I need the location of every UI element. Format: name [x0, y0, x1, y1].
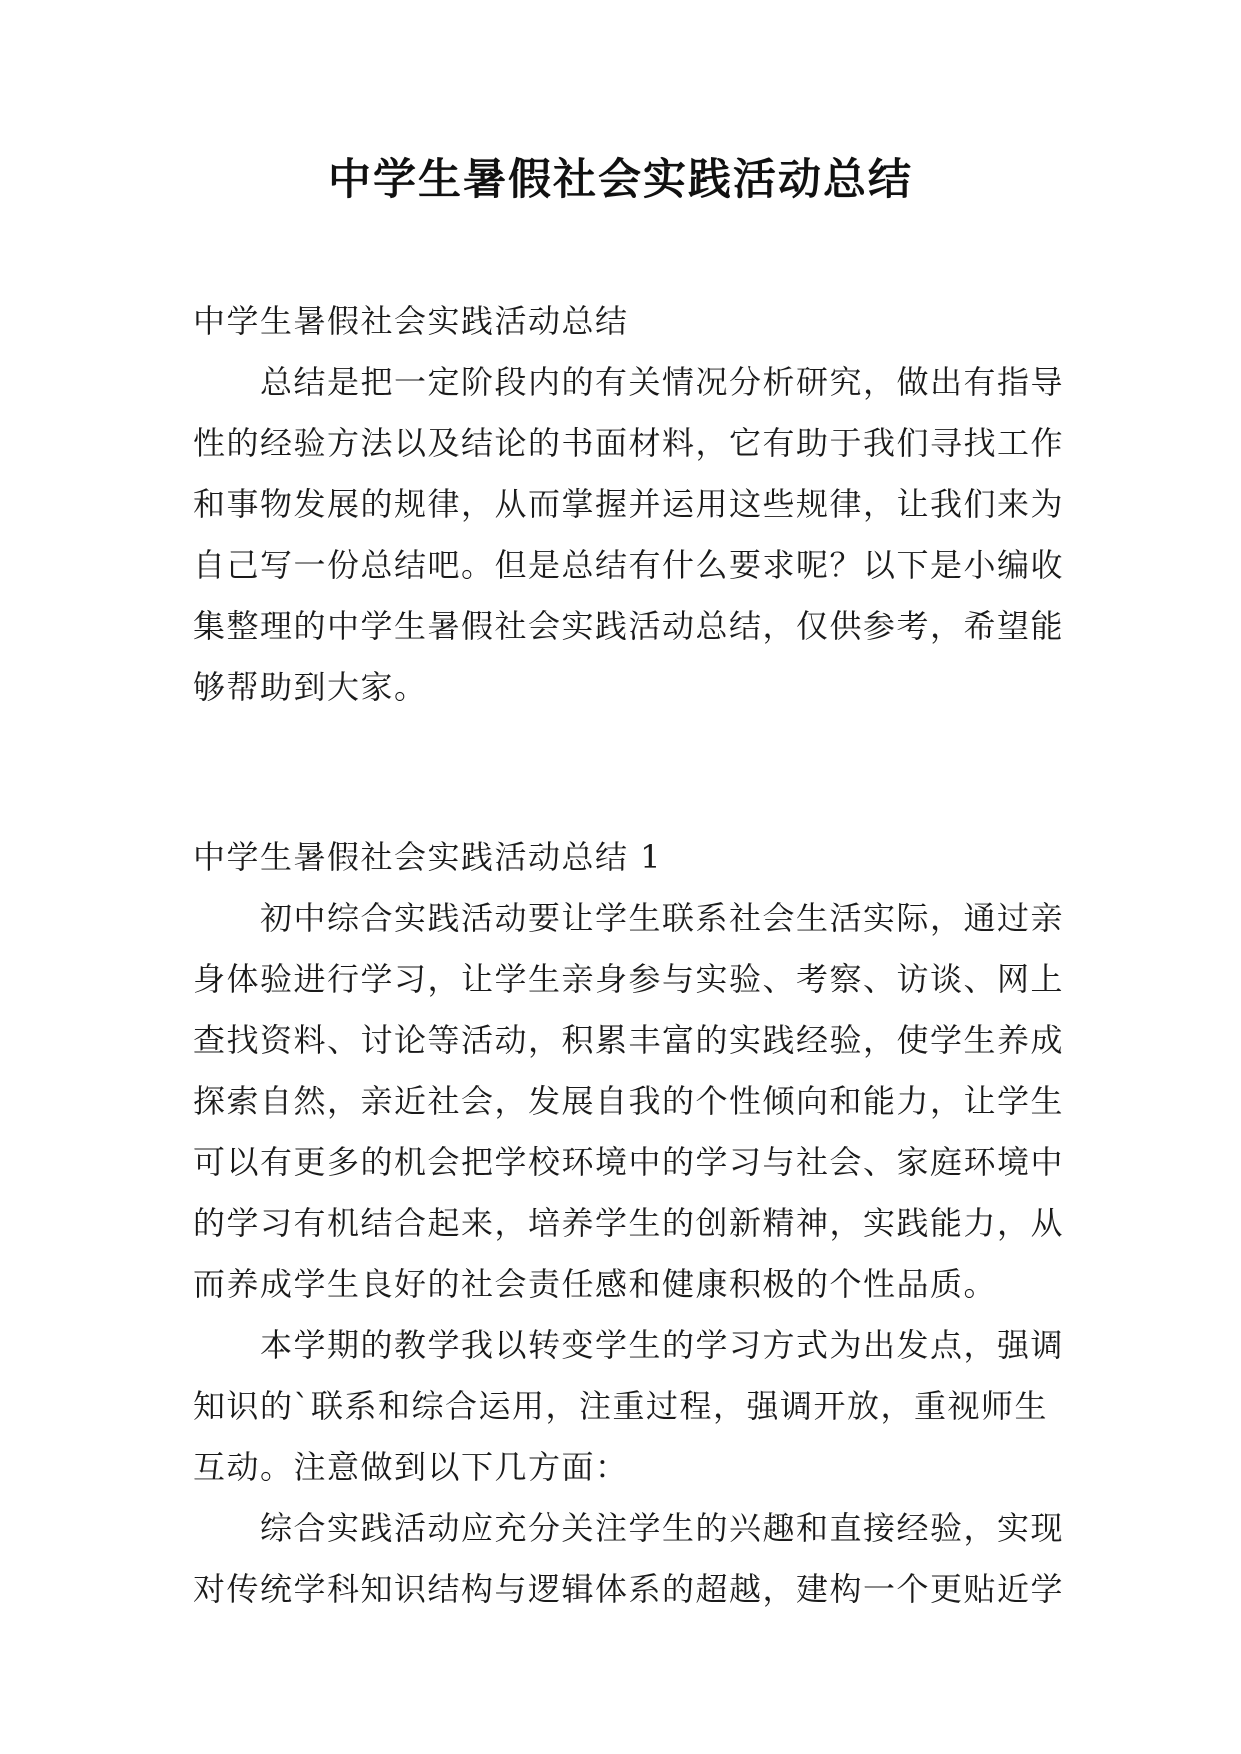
section-heading: 中学生暑假社会实践活动总结 1: [193, 838, 663, 876]
paragraph-line: 性的经验方法以及结论的书面材料，它有助于我们寻找工作: [193, 424, 1065, 462]
paragraph-line: 可以有更多的机会把学校环境中的学习与社会、家庭环境中: [193, 1143, 1065, 1181]
paragraph-line: 而养成学生良好的社会责任感和健康积极的个性品质。: [193, 1265, 998, 1303]
paragraph-line: 初中综合实践活动要让学生联系社会生活实际，通过亲: [193, 899, 1065, 937]
paragraph-line: 查找资料、讨论等活动，积累丰富的实践经验，使学生养成: [193, 1021, 1065, 1059]
paragraph-line: 对传统学科知识结构与逻辑体系的超越，建构一个更贴近学: [193, 1570, 1065, 1608]
paragraph-line: 本学期的教学我以转变学生的学习方式为出发点，强调: [193, 1326, 1065, 1364]
paragraph-line: 够帮助到大家。: [193, 668, 428, 706]
section-1: [193, 827, 1065, 1620]
paragraph-line: 探索自然，亲近社会，发展自我的个性倾向和能力，让学生: [193, 1082, 1065, 1120]
paragraph-line: 总结是把一定阶段内的有关情况分析研究，做出有指导: [193, 363, 1065, 401]
section-heading: 中学生暑假社会实践活动总结: [193, 302, 629, 340]
paragraph-line: 知识的`联系和综合运用，注重过程，强调开放，重视师生: [193, 1387, 1049, 1425]
paragraph-line: 和事物发展的规律，从而掌握并运用这些规律，让我们来为: [193, 485, 1065, 523]
paragraph-line: 的学习有机结合起来，培养学生的创新精神，实践能力，从: [193, 1204, 1065, 1242]
paragraph-line: 集整理的中学生暑假社会实践活动总结，仅供参考，希望能: [193, 607, 1065, 645]
paragraph-line: 自己写一份总结吧。但是总结有什么要求呢？以下是小编收: [193, 546, 1065, 584]
document-title: 中学生暑假社会实践活动总结: [328, 155, 913, 205]
paragraph-line: 综合实践活动应充分关注学生的兴趣和直接经验，实现: [193, 1509, 1065, 1547]
paragraph-line: 身体验进行学习，让学生亲身参与实验、考察、访谈、网上: [193, 960, 1065, 998]
intro-section: [193, 291, 1065, 718]
paragraph-line: 互动。注意做到以下几方面：: [193, 1448, 629, 1486]
